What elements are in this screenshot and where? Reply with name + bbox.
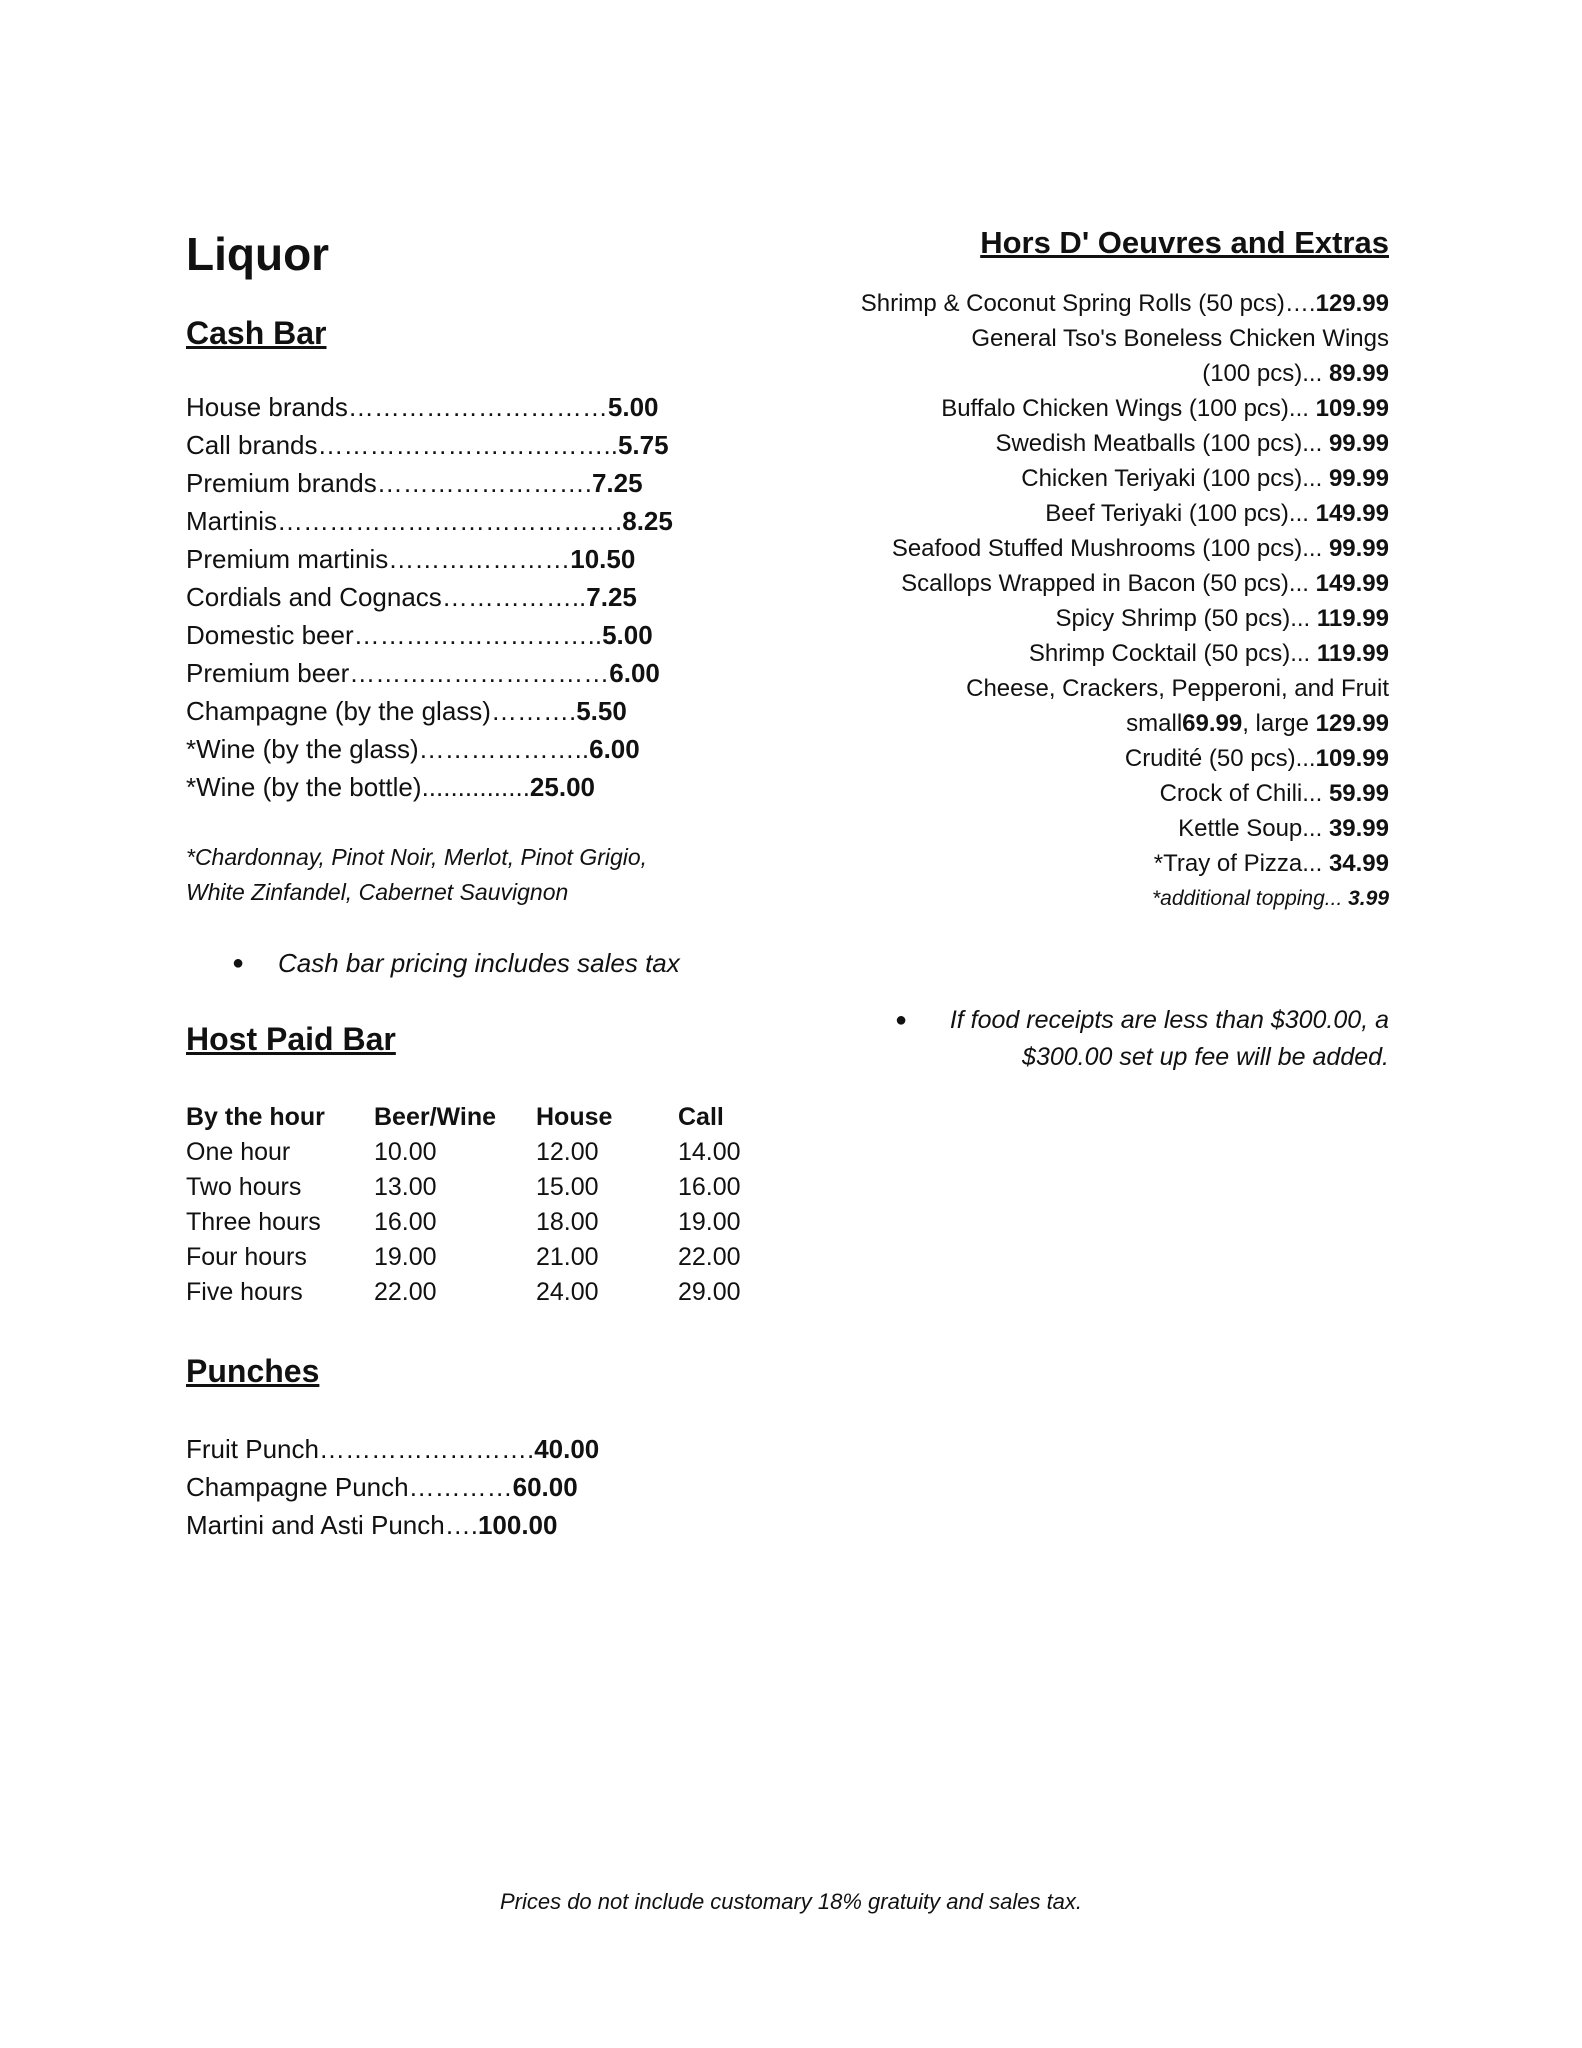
list-item: *Tray of Pizza... 34.99 bbox=[1153, 850, 1389, 877]
liquor-title: Liquor bbox=[186, 228, 330, 280]
setup-fee-note: ● If food receipts are less than $300.00, a $300.00 set up fee will be added. bbox=[800, 1002, 1389, 1076]
host-paid-bar-title: Host Paid Bar bbox=[186, 1021, 396, 1057]
list-item: Seafood Stuffed Mushrooms (100 pcs)... 99.99 bbox=[891, 535, 1389, 562]
list-item: Buffalo Chicken Wings (100 pcs)... 109.99 bbox=[941, 395, 1389, 422]
table-row: Three hours 16.00 18.00 19.00 bbox=[186, 1208, 741, 1236]
hors-doeuvres-list bbox=[800, 286, 1389, 916]
list-item: Cheese, Crackers, Pepperoni, and Fruit bbox=[966, 675, 1389, 702]
list-item: Premium martinis…………………10.50 bbox=[186, 544, 636, 574]
list-item: Scallops Wrapped in Bacon (50 pcs)... 149.99 bbox=[901, 570, 1389, 597]
table-row: Two hours 13.00 15.00 16.00 bbox=[186, 1173, 741, 1201]
list-item: Cordials and Cognacs……………..7.25 bbox=[186, 582, 637, 612]
list-item: Domestic beer………………………..5.00 bbox=[186, 620, 653, 650]
list-item: Spicy Shrimp (50 pcs)... 119.99 bbox=[1055, 605, 1389, 632]
list-item: Kettle Soup... 39.99 bbox=[1178, 815, 1389, 842]
list-item: Chicken Teriyaki (100 pcs)... 99.99 bbox=[1021, 465, 1389, 492]
bullet-icon: ● bbox=[232, 952, 245, 974]
list-item: General Tso's Boneless Chicken Wings bbox=[971, 325, 1389, 352]
list-item: Champagne Punch…………60.00 bbox=[186, 1472, 578, 1502]
table-row: Four hours 19.00 21.00 22.00 bbox=[186, 1243, 741, 1271]
gratuity-footer-note: Prices do not include customary 18% gratuity and sales tax. bbox=[499, 1889, 1083, 1914]
list-item: Premium beer…………………………6.00 bbox=[186, 658, 660, 688]
table-row: One hour 10.00 12.00 14.00 bbox=[186, 1138, 741, 1166]
list-item: small69.99, large 129.99 bbox=[1126, 710, 1389, 737]
list-item: Premium brands…………………….7.25 bbox=[186, 468, 643, 498]
punches-list bbox=[186, 1430, 826, 1544]
column-header: Call bbox=[678, 1103, 724, 1131]
list-item: *Wine (by the bottle)...............25.00 bbox=[186, 772, 595, 802]
list-item: Shrimp & Coconut Spring Rolls (50 pcs)….129.99 bbox=[860, 290, 1389, 317]
list-item: Swedish Meatballs (100 pcs)... 99.99 bbox=[995, 430, 1389, 457]
table-row: Five hours 22.00 24.00 29.00 bbox=[186, 1278, 741, 1306]
cash-bar-list bbox=[186, 388, 826, 806]
punches-title: Punches bbox=[186, 1353, 320, 1389]
sales-tax-note: ● Cash bar pricing includes sales tax bbox=[186, 945, 826, 981]
list-item: *Wine (by the glass)………………..6.00 bbox=[186, 734, 640, 764]
wine-varieties-note: *Chardonnay, Pinot Noir, Merlot, Pinot Grigio, White Zinfandel, Cabernet Sauvignon bbox=[186, 844, 648, 905]
list-item: Crudité (50 pcs)...109.99 bbox=[1124, 745, 1389, 772]
list-item: Beef Teriyaki (100 pcs)... 149.99 bbox=[1045, 500, 1389, 527]
list-item: *additional topping... 3.99 bbox=[1151, 887, 1389, 910]
column-header: House bbox=[536, 1103, 613, 1131]
list-item: Martinis………………………………….8.25 bbox=[186, 506, 673, 536]
list-item: Martini and Asti Punch….100.00 bbox=[186, 1510, 558, 1540]
list-item: Crock of Chili... 59.99 bbox=[1159, 780, 1389, 807]
column-header: Beer/Wine bbox=[374, 1103, 497, 1131]
cash-bar-title: Cash Bar bbox=[186, 315, 327, 351]
list-item: Shrimp Cocktail (50 pcs)... 119.99 bbox=[1028, 640, 1389, 667]
list-item: Call brands……………………………..5.75 bbox=[186, 430, 669, 460]
column-header: By the hour bbox=[186, 1103, 325, 1131]
bullet-icon: ● bbox=[895, 1009, 908, 1031]
list-item: Fruit Punch…………………….40.00 bbox=[186, 1434, 600, 1464]
hors-doeuvres-column bbox=[800, 222, 1389, 1076]
list-item: (100 pcs)... 89.99 bbox=[1202, 360, 1389, 387]
list-item: House brands…………………………5.00 bbox=[186, 392, 659, 422]
table-header-row bbox=[186, 1100, 778, 1135]
list-item: Champagne (by the glass)……….5.50 bbox=[186, 696, 627, 726]
liquor-column bbox=[186, 222, 826, 1544]
host-paid-bar-table bbox=[186, 1100, 778, 1310]
hors-doeuvres-title: Hors D' Oeuvres and Extras bbox=[980, 225, 1389, 260]
